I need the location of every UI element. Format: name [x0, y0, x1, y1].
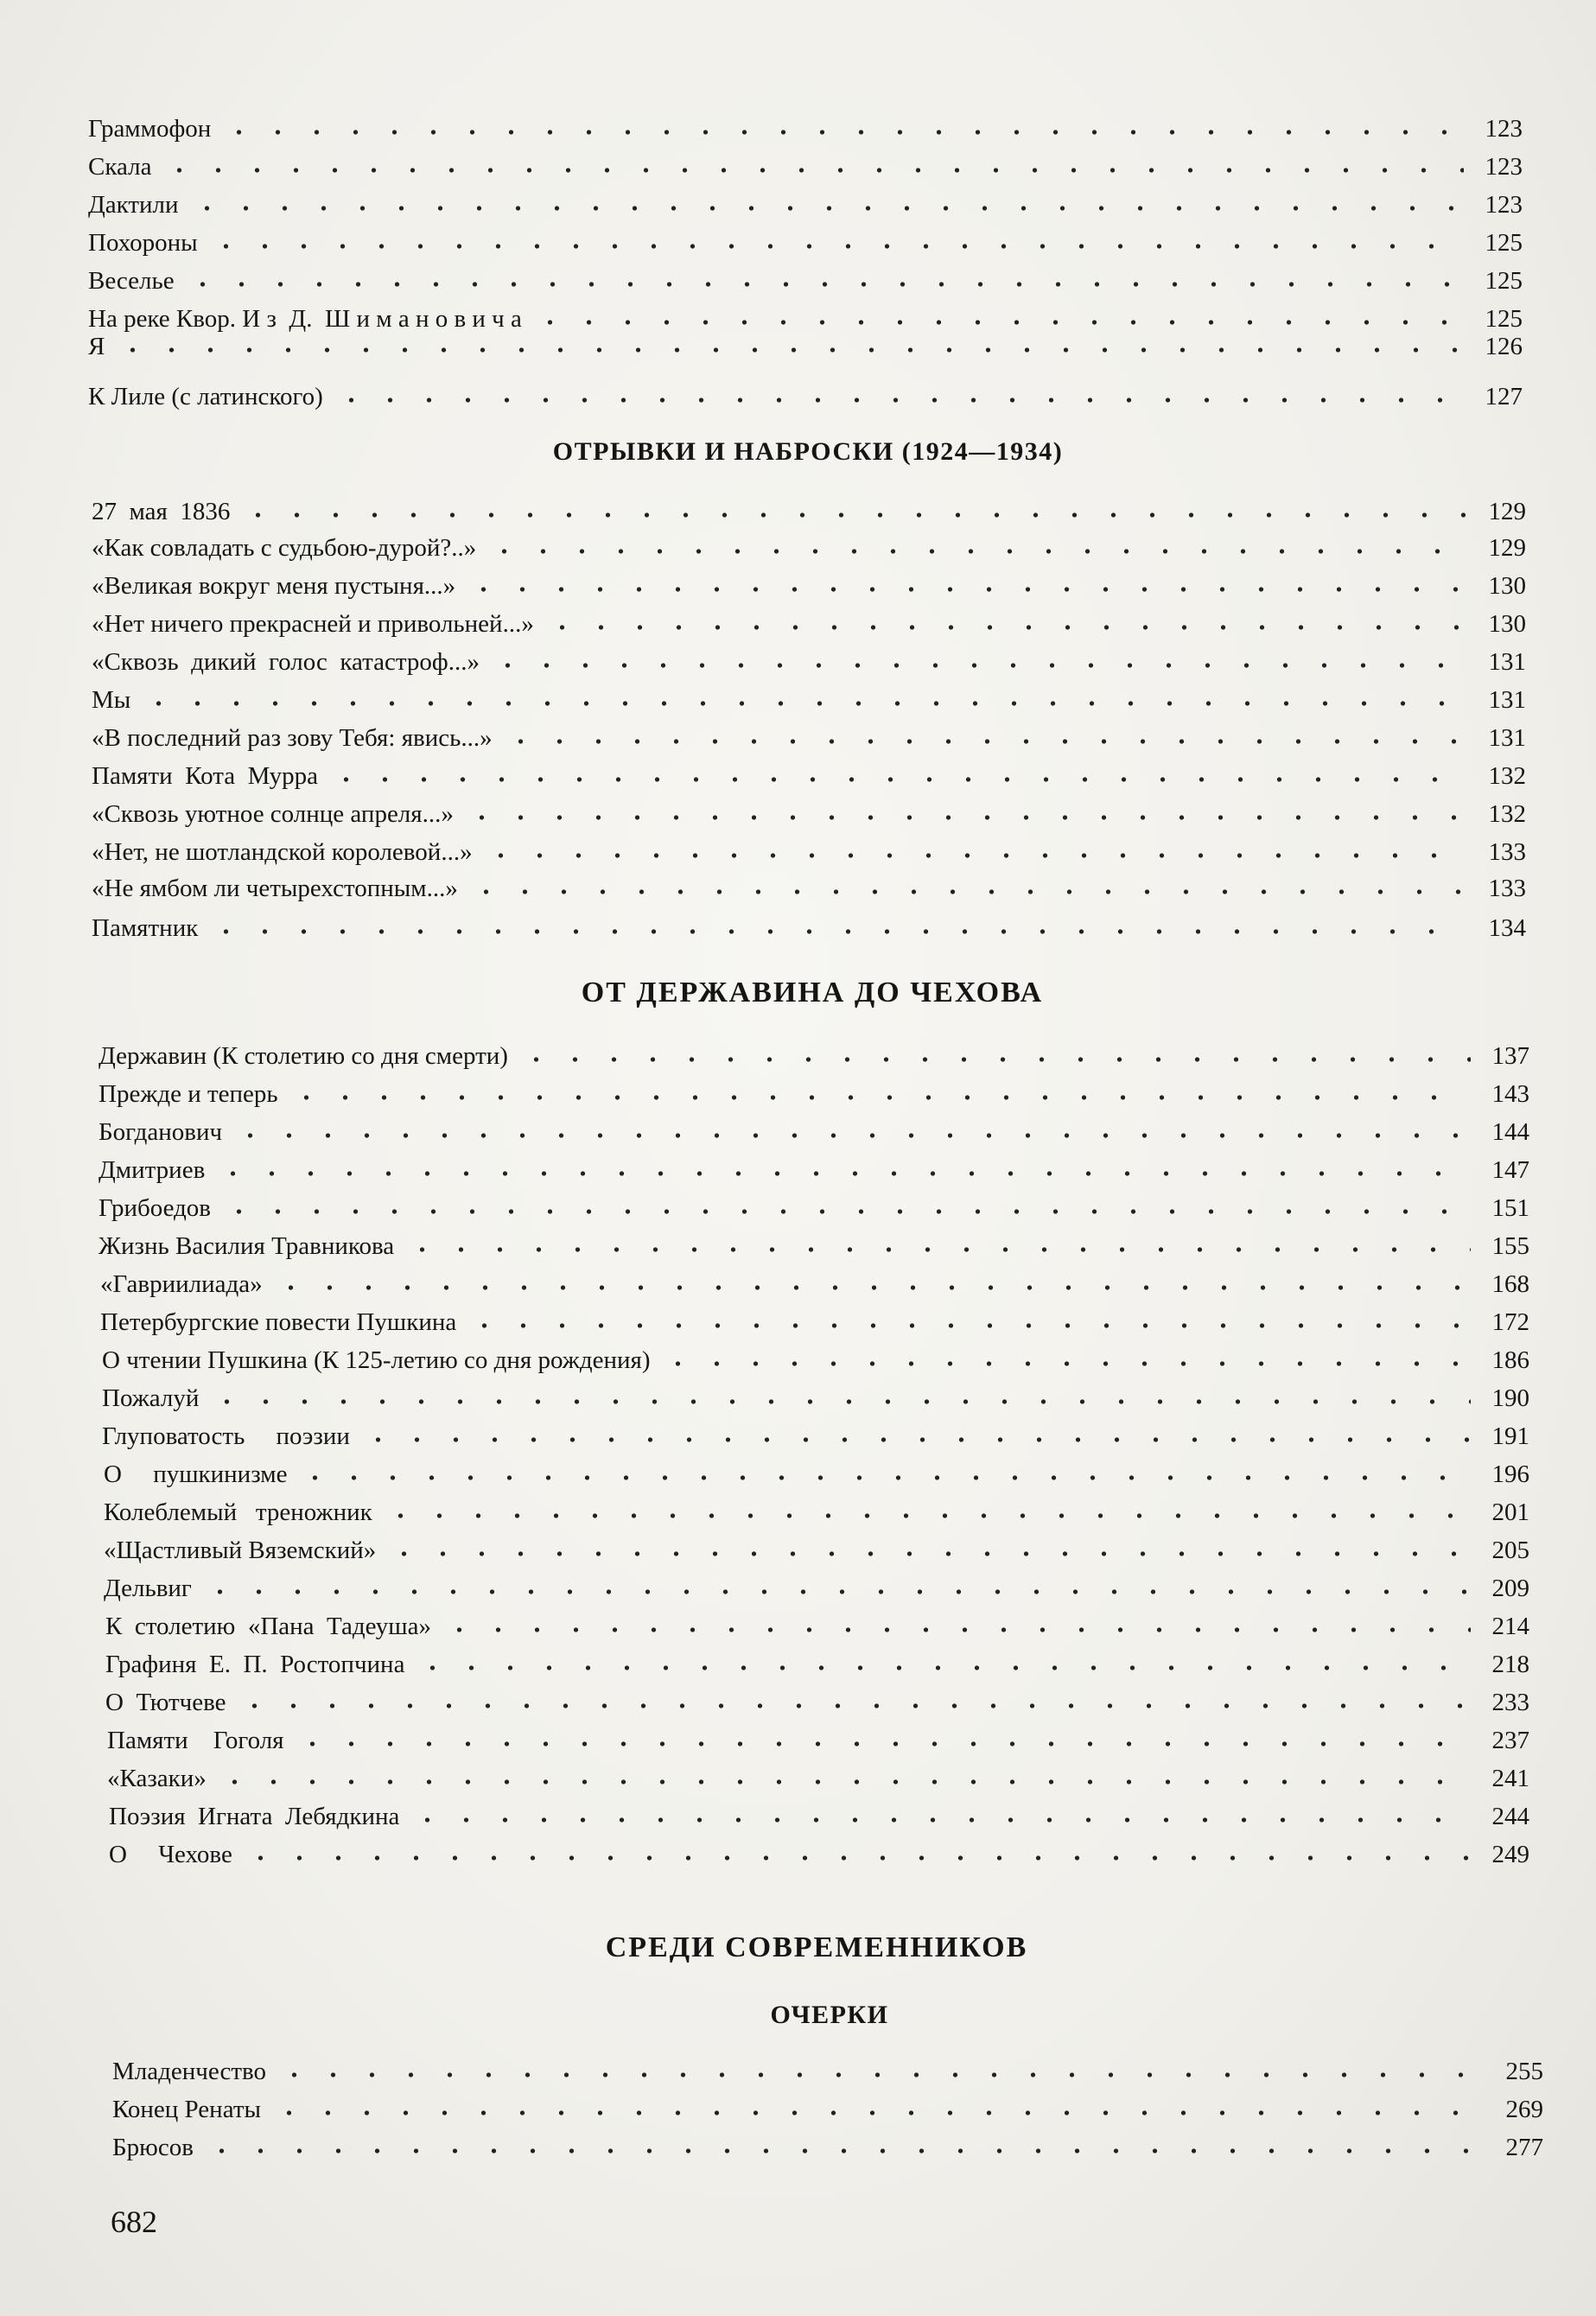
toc-entry-title: К Лиле (с латинского): [88, 383, 323, 410]
toc-entry-page: 143: [1491, 1080, 1529, 1108]
toc-entry-page: 129: [1488, 498, 1526, 525]
toc-entry-title: Мы: [92, 686, 131, 714]
toc-entry-title: Глуповатость поэзии: [102, 1422, 350, 1450]
dot-leader: [359, 1435, 1471, 1445]
dot-leader: [413, 1663, 1471, 1673]
toc-entry-page: 131: [1488, 724, 1526, 752]
dot-leader: [467, 887, 1467, 897]
toc-entry-title: «Нет ничего прекрасней и привольней...»: [92, 610, 534, 638]
toc-entry: [107, 1759, 1529, 1797]
toc-entry-title: О Тютчеве: [105, 1689, 226, 1716]
toc-entry-title: К столетию «Пана Тадеуша»: [105, 1613, 431, 1640]
dot-leader: [271, 1282, 1471, 1293]
toc-entry: [88, 328, 1523, 366]
toc-entry-page: 127: [1485, 383, 1523, 410]
toc-entry-page: 209: [1491, 1575, 1529, 1602]
toc-entry: [105, 1607, 1529, 1645]
dot-leader: [465, 1320, 1471, 1331]
toc-entry: [102, 1417, 1529, 1455]
toc-entry-page: 201: [1491, 1498, 1529, 1526]
toc-entry-title: Памяти Кота Мурра: [92, 762, 319, 790]
toc-entry-page: 126: [1485, 333, 1523, 360]
toc-entry-page: 233: [1491, 1689, 1529, 1716]
dot-leader: [481, 850, 1467, 861]
section-heading-contemporaries: СРЕДИ СОВРЕМЕННИКОВ: [605, 1931, 1028, 1963]
dot-leader: [238, 510, 1467, 520]
toc-entry-title: Поэзия Игната Лебядкина: [109, 1803, 400, 1830]
toc-entry-title: Пожалуй: [102, 1384, 200, 1412]
toc-entry: [88, 378, 1523, 416]
toc-entry-title: Я: [88, 333, 105, 360]
toc-entry: [100, 1265, 1529, 1303]
toc-entry-title: Похороны: [88, 229, 198, 257]
dot-leader: [241, 1853, 1471, 1863]
toc-entry-page: 125: [1485, 305, 1523, 333]
dot-leader: [517, 1054, 1471, 1065]
dot-leader: [270, 2108, 1485, 2118]
dot-leader: [385, 1549, 1471, 1559]
toc-entry-page: 186: [1491, 1346, 1529, 1374]
toc-entry-title: Жизнь Василия Травникова: [99, 1232, 395, 1260]
dot-leader: [235, 1701, 1471, 1711]
dot-leader: [408, 1815, 1471, 1825]
toc-entry: [92, 567, 1526, 605]
toc-entry-page: 132: [1488, 762, 1526, 790]
dot-leader: [207, 926, 1467, 937]
toc-entry-title: Памятник: [92, 914, 199, 942]
toc-entry: [99, 1227, 1529, 1265]
toc-entry-title: Брюсов: [112, 2134, 194, 2161]
toc-entry-title: Прежде и теперь: [99, 1080, 278, 1108]
toc-entry-page: 172: [1491, 1308, 1529, 1336]
dot-leader: [200, 1587, 1471, 1597]
toc-entry: [105, 1683, 1529, 1721]
toc-entry: [88, 262, 1523, 300]
dot-leader: [381, 1511, 1471, 1521]
toc-entry-page: 123: [1485, 153, 1523, 181]
toc-entry: [99, 1189, 1529, 1227]
toc-entry-page: 123: [1485, 115, 1523, 143]
toc-entry: [92, 909, 1526, 947]
toc-entry: [102, 1341, 1529, 1379]
toc-entry: [99, 1075, 1529, 1113]
toc-entry-title: «В последний раз зову Тебя: явись...»: [92, 724, 493, 752]
toc-entry-title: Памяти Гоголя: [107, 1727, 284, 1754]
dot-leader: [488, 660, 1467, 671]
dot-leader: [543, 622, 1467, 633]
toc-entry-title: Державин (К столетию со дня смерти): [99, 1042, 508, 1070]
toc-entry: [104, 1455, 1529, 1493]
toc-entry: [102, 1379, 1529, 1417]
toc-entry-page: 129: [1488, 534, 1526, 562]
toc-entry-title: О Чехове: [109, 1841, 232, 1868]
dot-leader: [275, 2070, 1485, 2080]
toc-entry: [107, 1721, 1529, 1759]
toc-entry-title: 27 мая 1836: [92, 498, 231, 525]
toc-entry: [92, 719, 1526, 757]
dot-leader: [183, 279, 1464, 290]
toc-entry: [88, 224, 1523, 262]
dot-leader: [531, 317, 1464, 328]
toc-entry-title: Графиня Е. П. Ростопчина: [105, 1651, 405, 1678]
toc-entry-page: 244: [1491, 1803, 1529, 1830]
toc-entry: [99, 1037, 1529, 1075]
toc-entry: [99, 1113, 1529, 1151]
toc-entry-title: Грибоедов: [99, 1194, 212, 1222]
toc-entry-title: Конец Ренаты: [112, 2096, 261, 2123]
toc-entry-page: 131: [1488, 686, 1526, 714]
toc-entry-page: 147: [1491, 1156, 1529, 1184]
toc-entry: [92, 833, 1526, 871]
section-heading-derzhavin: ОТ ДЕРЖАВИНА ДО ЧЕХОВА: [581, 977, 1044, 1008]
dot-leader: [207, 241, 1464, 251]
toc-entry-page: 131: [1488, 648, 1526, 676]
dot-leader: [464, 584, 1467, 595]
dot-leader: [219, 127, 1464, 137]
toc-entry-page: 269: [1505, 2096, 1543, 2123]
dot-leader: [296, 1473, 1471, 1483]
dot-leader: [327, 774, 1467, 785]
toc-entry-title: О пушкинизме: [104, 1460, 288, 1488]
toc-entry-page: 191: [1491, 1422, 1529, 1450]
toc-entry-page: 237: [1491, 1727, 1529, 1754]
toc-entry-title: «Не ямбом ли четырехстопным...»: [92, 875, 458, 902]
toc-entry: [99, 1151, 1529, 1189]
toc-entry: [88, 148, 1523, 186]
toc-entry: [88, 110, 1523, 148]
toc-entry-title: «Сквозь дикий голос катастроф...»: [92, 648, 480, 676]
toc-entry-title: «Казаки»: [107, 1765, 207, 1792]
toc-entry: [109, 1836, 1529, 1874]
toc-entry-title: Дактили: [88, 191, 179, 219]
toc-entry: [112, 2052, 1543, 2090]
dot-leader: [215, 1777, 1471, 1787]
section-subheading-essays: ОЧЕРКИ: [770, 2001, 889, 2029]
toc-entry-page: 130: [1488, 572, 1526, 600]
toc-entry-page: 130: [1488, 610, 1526, 638]
toc-entry: [104, 1493, 1529, 1531]
toc-entry-page: 133: [1488, 875, 1526, 902]
toc-entry-title: Дмитриев: [99, 1156, 206, 1184]
toc-entry: [109, 1797, 1529, 1836]
toc-entry-title: На реке Квор. И з Д. Ш и м а н о в и ч а: [88, 305, 522, 333]
toc-entry-page: 151: [1491, 1194, 1529, 1222]
toc-entry-page: 168: [1491, 1270, 1529, 1298]
toc-entry-page: 134: [1488, 914, 1526, 942]
toc-entry-page: 125: [1485, 229, 1523, 257]
toc-entry-title: Веселье: [88, 267, 175, 295]
toc-entry: [92, 681, 1526, 719]
toc-entry-page: 196: [1491, 1460, 1529, 1488]
toc-entry-title: «Великая вокруг меня пустыня...»: [92, 572, 456, 600]
dot-leader: [501, 736, 1467, 747]
toc-entry-page: 125: [1485, 267, 1523, 295]
toc-entry: [92, 643, 1526, 681]
dot-leader: [231, 1130, 1471, 1141]
toc-entry: [92, 757, 1526, 795]
toc-entry-title: Дельвиг: [104, 1575, 192, 1602]
dot-leader: [113, 345, 1464, 355]
toc-entry-title: «Нет, не шотландской королевой...»: [92, 838, 473, 866]
toc-entry: [92, 869, 1526, 907]
toc-entry-title: «Щастливый Вяземский»: [104, 1537, 377, 1564]
dot-leader: [462, 812, 1467, 823]
toc-entry-page: 214: [1491, 1613, 1529, 1640]
dot-leader: [658, 1358, 1471, 1369]
dot-leader: [403, 1244, 1471, 1255]
dot-leader: [332, 395, 1464, 405]
toc-entry-title: О чтении Пушкина (К 125-летию со дня рождения): [102, 1346, 651, 1374]
toc-entry-page: 144: [1491, 1118, 1529, 1146]
toc-entry: [92, 795, 1526, 833]
dot-leader: [139, 698, 1467, 709]
toc-entry-title: «Как совладать с судьбою-дурой?..»: [92, 534, 477, 562]
dot-leader: [287, 1092, 1471, 1103]
dot-leader: [213, 1168, 1471, 1179]
dot-leader: [293, 1739, 1471, 1749]
toc-entry: [112, 2090, 1543, 2128]
toc-entry-page: 137: [1491, 1042, 1529, 1070]
toc-entry-page: 218: [1491, 1651, 1529, 1678]
page-number: 682: [111, 2205, 157, 2239]
toc-entry-title: Богданович: [99, 1118, 223, 1146]
dot-leader: [485, 546, 1467, 557]
toc-entry-page: 155: [1491, 1232, 1529, 1260]
toc-entry: [88, 186, 1523, 224]
toc-entry: [92, 605, 1526, 643]
section-heading-fragments: ОТРЫВКИ И НАБРОСКИ (1924—1934): [552, 437, 1064, 466]
toc-entry-title: «Сквозь уютное солнце апреля...»: [92, 800, 454, 828]
dot-leader: [440, 1625, 1471, 1635]
toc-entry: [112, 2128, 1543, 2166]
toc-entry-title: Колеблемый треножник: [104, 1498, 372, 1526]
toc-entry-title: Скала: [88, 153, 152, 181]
dot-leader: [207, 1397, 1471, 1407]
dot-leader: [219, 1206, 1471, 1217]
toc-entry-title: «Гавриилиада»: [100, 1270, 263, 1298]
toc-entry-page: 277: [1505, 2134, 1543, 2161]
toc-entry: [104, 1569, 1529, 1607]
toc-entry: [92, 529, 1526, 567]
toc-entry-page: 241: [1491, 1765, 1529, 1792]
toc-entry-page: 205: [1491, 1537, 1529, 1564]
toc-entry: [105, 1645, 1529, 1683]
toc-entry-title: Граммофон: [88, 115, 212, 143]
dot-leader: [202, 2146, 1485, 2156]
toc-entry-title: Петербургские повести Пушкина: [100, 1308, 457, 1336]
dot-leader: [160, 165, 1464, 175]
toc-entry-page: 249: [1491, 1841, 1529, 1868]
toc-entry-page: 133: [1488, 838, 1526, 866]
toc-entry: [104, 1531, 1529, 1569]
toc-entry-page: 123: [1485, 191, 1523, 219]
toc-entry-page: 190: [1491, 1384, 1529, 1412]
toc-entry-page: 132: [1488, 800, 1526, 828]
dot-leader: [188, 203, 1464, 213]
toc-entry-page: 255: [1505, 2058, 1543, 2085]
toc-entry: [92, 493, 1526, 531]
toc-entry-title: Младенчество: [112, 2058, 266, 2085]
toc-entry: [100, 1303, 1529, 1341]
